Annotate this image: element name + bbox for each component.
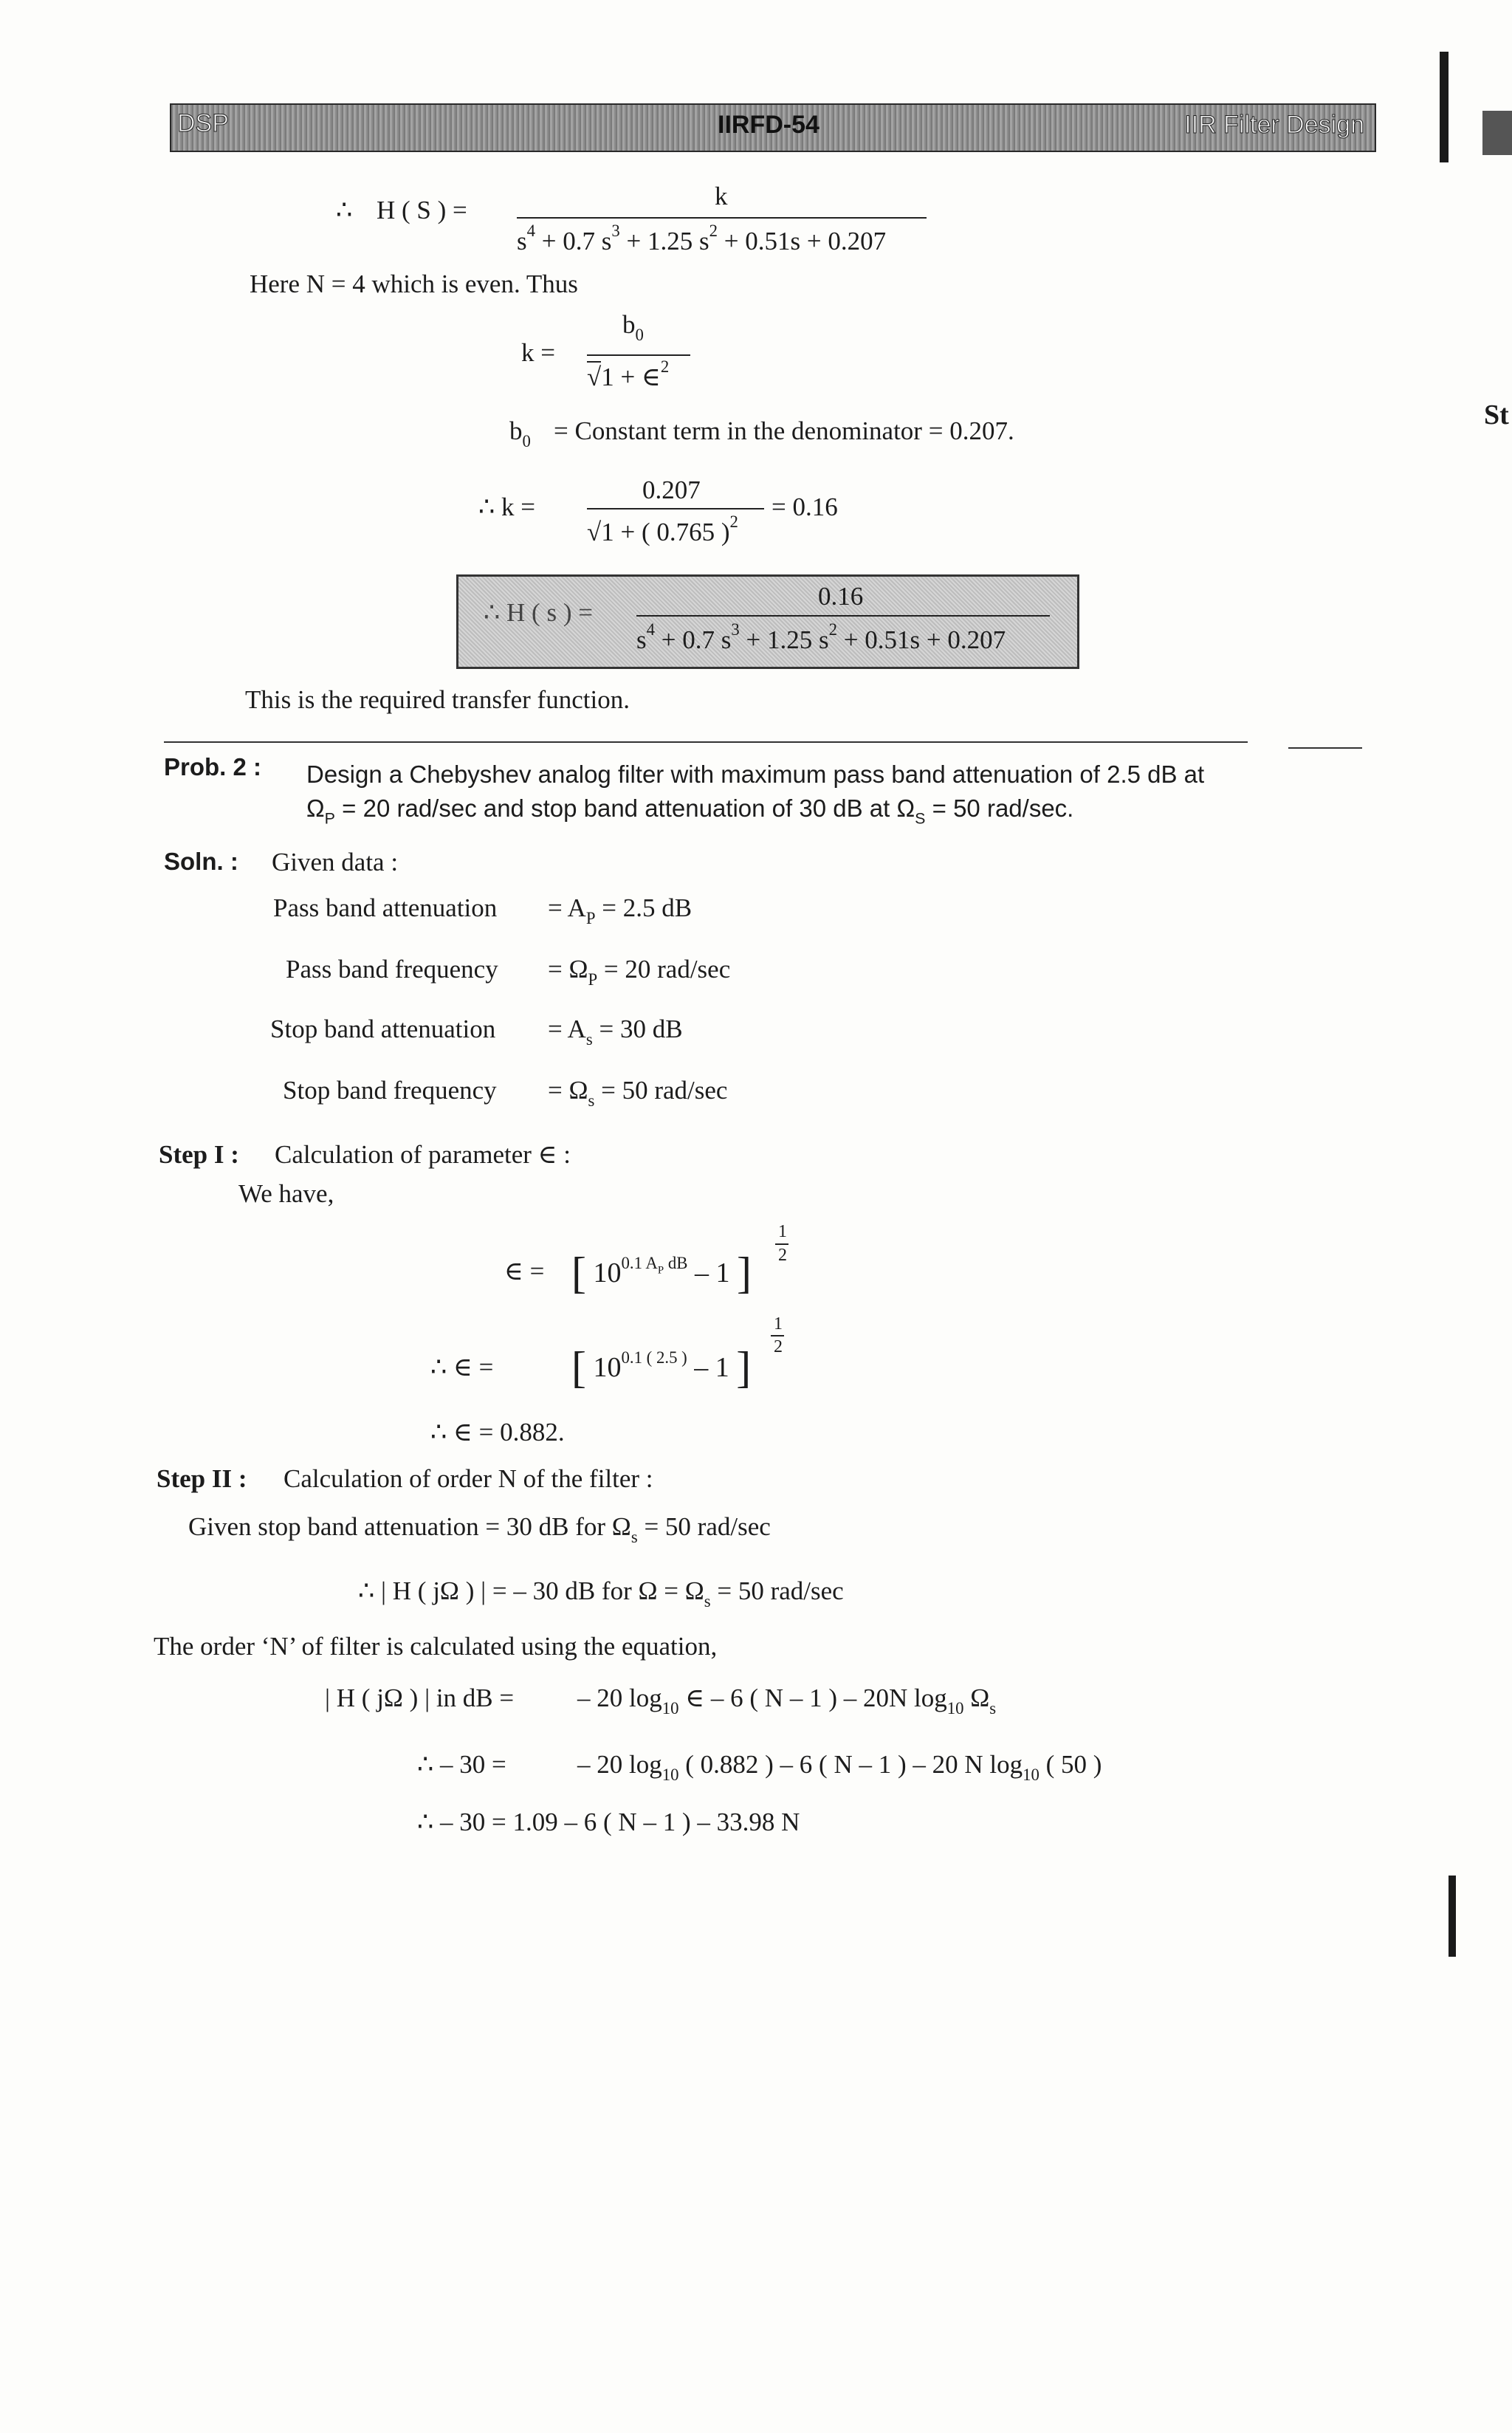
header-page-code: IIRFD-54	[718, 111, 819, 139]
fraction-bar	[587, 354, 690, 356]
exponent-half-den: 2	[778, 1246, 787, 1265]
hs-lhs: H ( S ) =	[377, 196, 467, 224]
fraction-bar	[517, 217, 927, 219]
step1-title: Calculation of parameter ∈ :	[275, 1140, 571, 1169]
given-data-text: Given data :	[272, 848, 399, 876]
given-row-label: Pass band attenuation	[273, 893, 498, 922]
prob-text-line2: $\Omega_P = 20$ rad/sec and stop band attenuation of 30 dB at $\Omega_S = 50$ rad/sec.	[306, 795, 1074, 828]
here-n-text: Here N = 4 which is even. Thus	[250, 270, 578, 298]
binding-edge-mark-bottom	[1449, 1876, 1456, 1957]
order-eq2-lhs: ∴ – 30 =	[417, 1750, 506, 1779]
b0-lhs: $b_0$	[509, 416, 531, 451]
k-lhs: k =	[521, 338, 555, 367]
fraction-bar	[636, 615, 1050, 617]
exponent-half-num: 1	[774, 1314, 783, 1334]
k-calc-result: = 0.16	[772, 493, 838, 521]
given-row-value: = $\Omega_s = 50$ rad/sec	[548, 1076, 728, 1111]
epsilon-eq1-rhs: [ $10^{0.1 A_P dB} - 1$ ]	[571, 1249, 752, 1297]
given-row-label: Stop band attenuation	[270, 1015, 496, 1043]
hs-numerator: k	[715, 182, 728, 210]
given-row-value: = $A_P = 2.5$ dB	[548, 893, 693, 928]
section-divider-tail	[1288, 747, 1362, 749]
order-eq2-rhs: – 20 $\log_{10}$ ( 0.882 ) – 6 ( N – 1 ) – 20 N $\log_{10}$ ( 50 )	[577, 1750, 1102, 1785]
we-have-text: We have,	[238, 1179, 334, 1208]
box-lhs: ∴ H ( s ) =	[484, 598, 593, 627]
order-eq-rhs: – 20 $\log_{10}$ ∈ – 6 ( N – 1 ) – 20N $\log_{10} \Omega_s$	[577, 1684, 997, 1718]
fraction-bar	[587, 508, 764, 509]
section-divider	[164, 741, 1248, 743]
exponent-half-den: 2	[774, 1337, 783, 1356]
k-numerator: $b_0$	[622, 310, 644, 345]
header-bar	[170, 103, 1376, 152]
epsilon-eq2-lhs: ∴ ∈ =	[430, 1353, 494, 1382]
margin-fragment: St	[1484, 399, 1509, 430]
k-denominator: √1 + ∈$^2$	[587, 357, 670, 392]
prob-text-line1: Design a Chebyshev analog filter with maximum pass band attenuation of 2.5 dB at	[306, 761, 1205, 788]
required-text: This is the required transfer function.	[245, 685, 630, 714]
fraction-bar	[775, 1243, 788, 1245]
epsilon-eq1-lhs: ∈ =	[504, 1257, 545, 1286]
order-eq3: ∴ – 30 = 1.09 – 6 ( N – 1 ) – 33.98 N	[417, 1808, 800, 1836]
next-page-tab	[1482, 111, 1512, 155]
therefore-symbol: ∴	[336, 196, 353, 224]
given-stop-line: Given stop band attenuation = 30 dB for $\Omega_s = 50$ rad/sec	[188, 1512, 771, 1547]
binding-edge-mark-top	[1440, 52, 1449, 162]
k-calc-numerator: 0.207	[642, 476, 701, 504]
order-text: The order ‘N’ of filter is calculated using the equation,	[154, 1632, 718, 1661]
soln-label: Soln. :	[164, 848, 238, 875]
epsilon-eq2-rhs: [ $10^{0.1 ( 2.5 )} - 1$ ]	[571, 1343, 752, 1392]
hs-denominator: $s^4 + 0.7$ $s^3 + 1.25$ $s^2 + 0.51s + 0.207$	[517, 222, 887, 256]
box-denominator: $s^4 + 0.7$ $s^3 + 1.25$ $s^2 + 0.51s + 0.207$	[636, 620, 1006, 655]
given-row-value: = $A_s = 30$ dB	[548, 1015, 683, 1049]
step2-title: Calculation of order N of the filter :	[284, 1464, 653, 1493]
fraction-bar	[771, 1335, 784, 1336]
given-row-label: Stop band frequency	[283, 1076, 497, 1105]
step2-label: Step II :	[157, 1464, 247, 1493]
b0-definition: = Constant term in the denominator = 0.207.	[554, 416, 1014, 445]
epsilon-result: ∴ ∈ = 0.882.	[430, 1418, 565, 1447]
given-row-label: Pass band frequency	[286, 955, 498, 984]
magnitude-line: ∴ | H ( jΩ ) | = – 30 dB for $\Omega = \Omega_s = 50$ rad/sec	[358, 1576, 844, 1611]
box-numerator: 0.16	[818, 582, 864, 611]
order-eq-lhs: | H ( jΩ ) | in dB =	[325, 1684, 515, 1712]
prob-label: Prob. 2 :	[164, 753, 262, 780]
k-calc-denominator: √1 + ( 0.765 )$^2$	[587, 512, 738, 547]
given-row-value: = $\Omega_P = 20$ rad/sec	[548, 955, 731, 989]
k-calc-lhs: ∴ k =	[478, 493, 536, 521]
header-subject: DSP	[177, 109, 229, 137]
step1-label: Step I :	[159, 1140, 239, 1169]
header-chapter-title: IIR Filter Design	[1184, 111, 1364, 139]
exponent-half-num: 1	[778, 1222, 787, 1241]
